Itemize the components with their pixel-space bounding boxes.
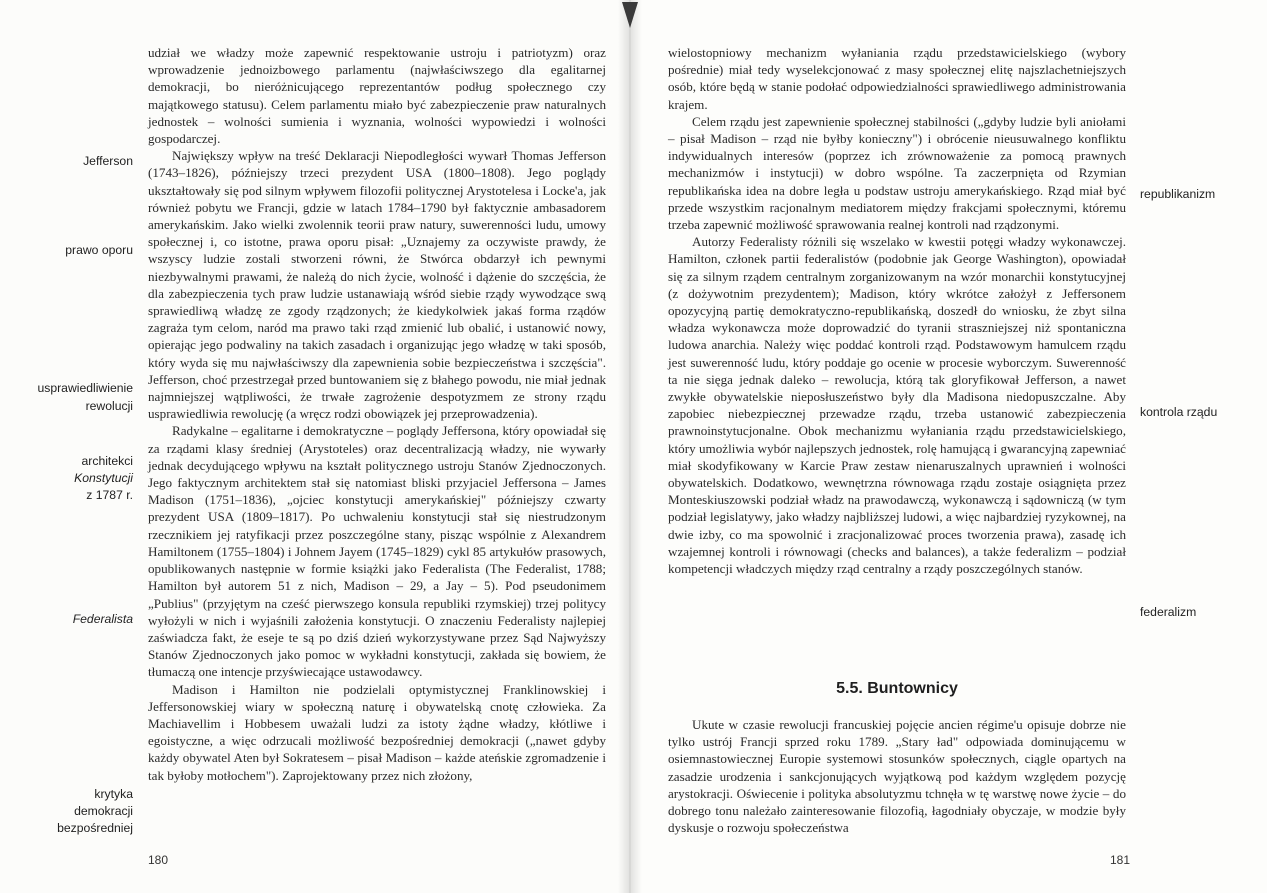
margin-note-kontrola-rzadu: kontrola rządu: [1140, 405, 1218, 419]
left-paragraph-2: Największy wpływ na treść Deklaracji Niepodległości wywarł Thomas Jefferson (1743–1826), późniejszy trzeci prezydent USA (1800–1808). Jego poglądy ukształtowały się pod silnym wpływem filozofii politycznej Arystotelesa i Locke'a, jak również pobytu we Francji, gdzie w latach 1784–1790 był faktycznie ambasadorem amerykańskim. Jako wielki zwolennik teorii praw natury, suwerenności ludu, umowy społecznej i, co istotne, prawa oporu pisał: „Uznajemy za oczywiste prawdy, że wszyscy ludzie zostali stworzeni równi, że Stwórca obdarzył ich pewnymi niezbywalnymi prawami, że należą do nich życie, wolność i dążenie do szczęścia, że dla zabezpieczenia tych praw ludzie ustanawiają wśród siebie rządy wywodzące swą sprawiedliwą władzę ze zgody rządzonych; że kiedykolwiek jakaś forma rządów zagraża tym celom, naród ma prawo taki rząd zmienić lub obalić, i ustanowić nowy, opierając jego podwaliny na takich zasadach i organizując jego władzę w taki sposób, który wyda się mu najwłaściwszy dla zapewnienia sobie bezpieczeństwa i szczęścia". Jefferson, choć przestrzegał przed buntowaniem się z błahego powodu, nie miał jednak najmniejszej wątpliwości, że trwałe zagrożenie despotyzmem ze strony rządu usprawiedliwia rewolucję (a wręcz rodzi obowiązek jej przeprowadzenia).: [148, 148, 606, 422]
section-heading: 5.5. Buntownicy: [836, 680, 958, 697]
margin-note-bezposredniej: bezpośredniej: [57, 821, 133, 835]
margin-note-konstytucji: Konstytucji: [74, 471, 133, 485]
margin-note-prawo-oporu: prawo oporu: [65, 243, 133, 257]
margin-note-rewolucji: rewolucji: [85, 399, 133, 413]
margin-note-architekci: architekci: [81, 454, 133, 468]
left-paragraph-1: udział we władzy może zapewnić respektowanie ustroju i patriotyzm) oraz wprowadzenie jednoizbowego parlamentu (najwłaściwszego dla egalitarnej demokracji, bo nieróżnicującego reprezentantów podług społecznego czy majątkowego statusu). Celem parlamentu miało być zabezpieczenie praw naturalnych jednostek – wolności sumienia i wyznania, wolności wypowiedzi i wolności gospodarczej.: [148, 45, 606, 147]
page-number-left: 180: [148, 853, 169, 867]
left-page-text: [148, 44, 606, 784]
right-section-paragraph: Ukute w czasie rewolucji francuskiej pojęcie ancien régime'u opisuje dobrze nie tylko ustrój Francji sprzed roku 1789. „Stary ład" odpowiada dominującemu w osiemnastowiecznej Europie systemowi stosunków społecznych, ciągle opartych na zasadzie urodzenia i sankcjonujących wyjątkową pod każdym względem pozycję arystokracji. Oświecenie i polityka absolutyzmu tchnęła w tę warstwę nowe życie – do dobrego tonu należało zainteresowanie filozofią, łagodniały obyczaje, w modzie były dyskusje o rozwoju społeczeństwa: [668, 717, 1126, 836]
page-number-right: 181: [1110, 853, 1131, 867]
right-section-text: [668, 716, 1126, 836]
right-paragraph-1: wielostopniowy mechanizm wyłaniania rządu przedstawicielskiego (wybory pośrednie) miał tedy wyselekcjonować z masy społecznej elitę najszlachetniejszych osób, które będą w stanie podołać odpowiedzialności sprawiedliwego administrowania krajem.: [668, 45, 1126, 112]
right-paragraph-3: Autorzy Federalisty różnili się wszelako w kwestii potęgi władzy wykonawczej. Hamilton, członek partii federalistów (podobnie jak George Washington), opowiadał się za silnym rządem centralnym zorganizowanym na wzór monarchii konstytucyjnej (z dożywotnim prezydentem); Madison, który wkrótce założył z Jeffersonem opozycyjną partię demokratyczno-republikańską, doszedł do wniosku, że zbyt silna władza wykonawcza może doprowadzić do tyranii straszniejszej niż spontaniczna ludowa anarchia. Należy więc poddać kontroli rząd. Podstawowym hamulcem rządu jest suwerenność ludu, który poddaje go ocenie w procesie wyborczym. Suwerenność ta nie sięga jednak daleko – rewolucja, którą tak gloryfikował Jefferson, a nawet zwykłe obywatelskie nieposłuszeństwo były dla Madisona niedopuszczalne. Aby zapobiec niebezpiecznej przewadze rządu, trzeba ustanowić zabezpieczenia prawnoinstytucjonalne. Obok mechanizmu wyłaniania rządu przedstawicielskiego, który umożliwia wybór najlepszych jednostek, rolę hamującą i gwarancyjną zapewniać miał skodyfikowany w Karcie Praw zestaw nienaruszalnych uprawnień i wolności obywatelskich. Dodatkowo, wewnętrzna równowaga rządu zostaje osiągnięta przez Monteskiuszowski podział władz na prawodawczą, wykonawczą i sądowniczą (w tym podział legislatywy, jako władzy najbliższej ludowi, a więc najbardziej ryzykownej, na dwie izby, co ma spowolnić i zracjonalizować proces tworzenia prawa), zasadę ich wzajemnej kontroli i równowagi (checks and balances), a także federalizm – podział kompetencji władczych między rząd centralny a rządy poszczególnych stanów.: [668, 234, 1126, 577]
margin-note-republikanizm: republikanizm: [1140, 187, 1216, 201]
margin-note-krytyka: krytyka: [94, 787, 133, 801]
right-page-text: [668, 44, 1126, 577]
margin-note-federalizm: federalizm: [1140, 605, 1197, 619]
book-gutter: [618, 0, 642, 893]
margin-note-usprawiedliwienie: usprawiedliwienie: [37, 381, 133, 395]
margin-note-z-1787: z 1787 r.: [86, 488, 133, 502]
left-paragraph-4: Madison i Hamilton nie podzielali optymistycznej Franklinowskiej i Jeffersonowskiej wiary w społeczną naturę i obywatelską cnotę człowieka. Za Machiavellim i Hobbesem uważali ludzi za istoty żądne władzy, kłótliwe i egoistyczne, a więc odrzucali możliwość bezpośredniej demokracji („nawet gdyby każdy obywatel Aten był Sokratesem – pisał Madison – każde ateńskie zgromadzenie i tak byłoby motłochem"). Zaprojektowany przez nich złożony,: [148, 681, 606, 783]
margin-note-demokracji: demokracji: [74, 804, 133, 818]
margin-note-federalista: Federalista: [72, 612, 133, 626]
margin-note-jefferson: Jefferson: [83, 154, 133, 168]
bookmark-ribbon-icon: [622, 0, 638, 30]
left-paragraph-3: Radykalne – egalitarne i demokratyczne – poglądy Jeffersona, który opowiadał się za rządami klasy średniej (Arystoteles) oraz decentralizacją władzy, nie wywarły jednak decydującego wpływu na kształt politycznego ustroju Stanów Zjednoczonych. Jego faktycznym architektem stał się natomiast bliski przyjaciel Jeffersona – James Madison (1751–1836), „ojciec konstytucji amerykańskiej" późniejszy czwarty prezydent USA (1809–1817). Po uchwaleniu konstytucji stał się niestrudzonym rzecznikiem jej ratyfikacji przez poszczególne stany, pisząc wspólnie z Alexandrem Hamiltonem (1755–1804) i Johnem Jayem (1745–1829) cykl 85 artykułów prasowych, opublikowanych następnie w formie książki jako Federalista (The Federalist, 1788; Hamilton był autorem 51 z nich, Madison – 29, a Jay – 5). Pod pseudonimem „Publius" (przyjętym na cześć pierwszego konsula republiki rzymskiej) trzej politycy wyłożyli w nich i wyjaśnili założenia konstytucji. O znaczeniu Federalisty najlepiej zaświadcza fakt, że eseje te są po dziś dzień wykorzystywane przez Sąd Najwyższy Stanów Zjednoczonych jako pomoc w wykładni konstytucji, zakłada się bowiem, że tłumaczą one intencje przyświecające ustawodawcy.: [148, 423, 606, 680]
right-paragraph-2: Celem rządu jest zapewnienie społecznej stabilności („gdyby ludzie byli aniołami – pisał Madison – rząd nie byłby konieczny") i obrócenie nieusuwalnego konfliktu indywidualnych interesów (poprzez ich zrównoważenie za pomocą prawnych mechanizmów i instytucji) w dobro wspólne. Ta zaczerpnięta od Rzymian republikańska idea na dobre legła u podstaw ustroju amerykańskiego. Rząd miał być przede wszystkim racjonalnym mediatorem między frakcjami społecznymi, któremu trzeba zapewnić możliwość sprawowania realnej kontroli nad rządzonymi.: [668, 113, 1126, 233]
